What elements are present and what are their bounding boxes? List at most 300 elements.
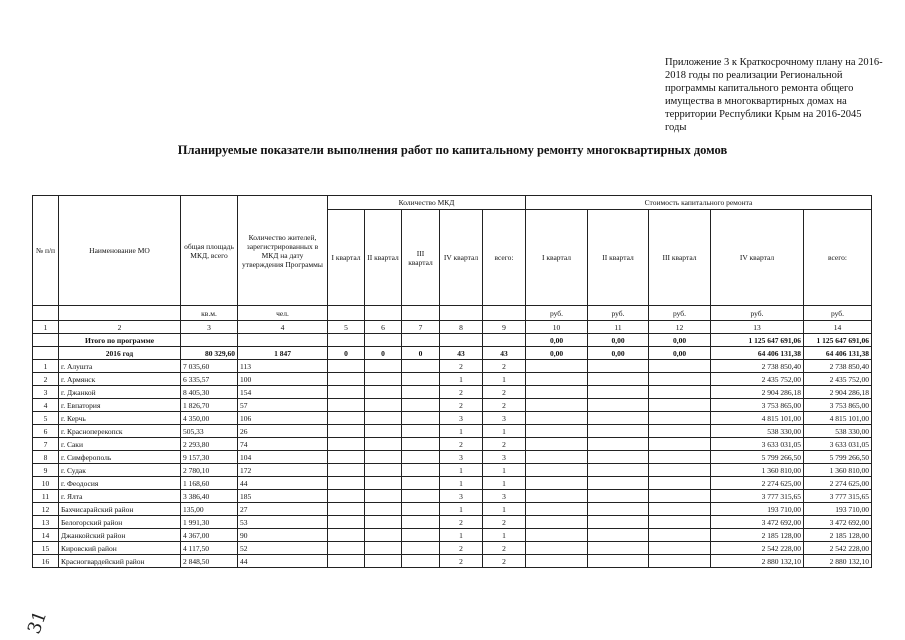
table-row (33, 438, 872, 451)
cell-name: Джанкойский район (59, 529, 181, 542)
cell-q1: 0 (328, 347, 365, 360)
cell-cost-total: 2 274 625,00 (804, 477, 872, 490)
cell-area: 80 329,60 (181, 347, 238, 360)
cell-cost-total: 2 435 752,00 (804, 373, 872, 386)
cell-cost-q1 (526, 555, 588, 568)
cell-cost-q4: 1 360 810,00 (711, 464, 804, 477)
cell-area: 505,33 (181, 425, 238, 438)
cell-q2 (365, 438, 402, 451)
cell-name: Кировский район (59, 542, 181, 555)
cell-q3 (402, 464, 440, 477)
cell-area: 3 386,40 (181, 490, 238, 503)
cell-cost-q1: 0,00 (526, 334, 588, 347)
cell-cost-q1 (526, 503, 588, 516)
cell-q1 (328, 542, 365, 555)
cell-num (33, 334, 59, 347)
cell-cost-q4: 4 815 101,00 (711, 412, 804, 425)
cell-q4: 1 (440, 425, 483, 438)
cell-cost-q4: 5 799 266,50 (711, 451, 804, 464)
cell-name: г. Симферополь (59, 451, 181, 464)
cell-q4: 43 (440, 347, 483, 360)
cell-q1 (328, 555, 365, 568)
cell-cost-q3 (649, 503, 711, 516)
cell-q3 (402, 425, 440, 438)
column-number: 14 (804, 321, 872, 334)
header-cq2: II квартал (588, 210, 649, 306)
cell-residents: 26 (238, 425, 328, 438)
cell-q1 (328, 399, 365, 412)
cell-num: 12 (33, 503, 59, 516)
cell-q3 (402, 373, 440, 386)
cell-num: 15 (33, 542, 59, 555)
cell-area: 1 991,30 (181, 516, 238, 529)
cell-num: 10 (33, 477, 59, 490)
cell-residents: 57 (238, 399, 328, 412)
cell-cost-q4: 2 904 286,18 (711, 386, 804, 399)
header-mkd-group: Количество МКД (328, 196, 526, 210)
cell-q1 (328, 529, 365, 542)
cell-q4: 1 (440, 477, 483, 490)
cell-cost-q2 (588, 386, 649, 399)
cell-cost-q4: 2 880 132,10 (711, 555, 804, 568)
cell-cost-total: 1 125 647 691,06 (804, 334, 872, 347)
cell-cost-q3 (649, 555, 711, 568)
cell-q1 (328, 464, 365, 477)
cell-cost-q2: 0,00 (588, 334, 649, 347)
cell-cost-total: 2 880 132,10 (804, 555, 872, 568)
cell-name: г. Красноперекопск (59, 425, 181, 438)
cell-cost-total: 2 904 286,18 (804, 386, 872, 399)
column-number: 4 (238, 321, 328, 334)
annex-note: Приложение 3 к Краткосрочному плану на 2016-2018 годы по реализации Региональной программы капитального ремонта общего имущества в многоквартирных домах на территории Республики Крым на 2016-2045 годы (665, 57, 883, 133)
cell-total: 1 (483, 529, 526, 542)
cell-q3: 0 (402, 347, 440, 360)
cell-q3 (402, 555, 440, 568)
cell-q4: 1 (440, 503, 483, 516)
cell-cost-q2 (588, 555, 649, 568)
cell-cost-total: 3 777 315,65 (804, 490, 872, 503)
cell-cost-q3 (649, 360, 711, 373)
works-table (32, 195, 872, 568)
cell-cost-total: 193 710,00 (804, 503, 872, 516)
cell-cost-q4: 3 753 865,00 (711, 399, 804, 412)
cell-q1 (328, 386, 365, 399)
table-row (33, 477, 872, 490)
cell-q2 (365, 373, 402, 386)
cell-q3 (402, 542, 440, 555)
cell-cost-q1 (526, 360, 588, 373)
cell-q1 (328, 412, 365, 425)
cell-name: г. Феодосия (59, 477, 181, 490)
cell-cost-q4: 3 633 031,05 (711, 438, 804, 451)
cell-cost-q4: 1 125 647 691,06 (711, 334, 804, 347)
cell-num: 1 (33, 360, 59, 373)
cell-cost-q1 (526, 373, 588, 386)
cell-total: 2 (483, 555, 526, 568)
cell-total: 2 (483, 438, 526, 451)
column-number: 2 (59, 321, 181, 334)
cell-q3 (402, 503, 440, 516)
cell-name: г. Армянск (59, 373, 181, 386)
cell-cost-total: 2 738 850,40 (804, 360, 872, 373)
cell-cost-q3 (649, 490, 711, 503)
cell-q2: 0 (365, 347, 402, 360)
header-cq3: III квартал (649, 210, 711, 306)
cell-residents: 106 (238, 412, 328, 425)
cell-total: 3 (483, 490, 526, 503)
cell-q4: 2 (440, 386, 483, 399)
cell-residents: 154 (238, 386, 328, 399)
cell-cost-q3: 0,00 (649, 347, 711, 360)
document-title: Планируемые показатели выполнения работ по капитальному ремонту многоквартирных домов (177, 143, 728, 157)
cell-num: 5 (33, 412, 59, 425)
cell-num: 11 (33, 490, 59, 503)
cell-area: 6 335,57 (181, 373, 238, 386)
cell-cost-q3 (649, 399, 711, 412)
cell-q4: 2 (440, 399, 483, 412)
cell-cost-q2 (588, 503, 649, 516)
cell-q4: 1 (440, 529, 483, 542)
table-row (33, 503, 872, 516)
cell-residents: 1 847 (238, 347, 328, 360)
cell-name: 2016 год (59, 347, 181, 360)
cell-cost-q2 (588, 412, 649, 425)
cell-q4: 2 (440, 542, 483, 555)
cell-area (181, 334, 238, 347)
cell-cost-q2 (588, 399, 649, 412)
cell-area: 1 168,60 (181, 477, 238, 490)
cell-cost-q2 (588, 360, 649, 373)
cell-cost-q2 (588, 490, 649, 503)
cell-cost-q1 (526, 399, 588, 412)
cell-cost-q1 (526, 451, 588, 464)
column-number: 10 (526, 321, 588, 334)
cell-cost-q2: 0,00 (588, 347, 649, 360)
cell-q3 (402, 399, 440, 412)
table-row (33, 451, 872, 464)
cell-area: 4 367,00 (181, 529, 238, 542)
column-number: 5 (328, 321, 365, 334)
cell-cost-total: 4 815 101,00 (804, 412, 872, 425)
cell-total: 1 (483, 425, 526, 438)
table-row (33, 425, 872, 438)
cell-area: 2 848,50 (181, 555, 238, 568)
cell-q1 (328, 490, 365, 503)
cell-area: 7 035,60 (181, 360, 238, 373)
cell-cost-q4: 64 406 131,38 (711, 347, 804, 360)
cell-total: 2 (483, 360, 526, 373)
cell-q1 (328, 334, 365, 347)
column-number: 7 (402, 321, 440, 334)
cell-cost-q2 (588, 477, 649, 490)
cell-q3 (402, 477, 440, 490)
cell-cost-q2 (588, 451, 649, 464)
cell-q2 (365, 503, 402, 516)
cell-num: 6 (33, 425, 59, 438)
cell-cost-q4: 2 274 625,00 (711, 477, 804, 490)
cell-q2 (365, 490, 402, 503)
unit-area: кв.м. (181, 306, 238, 321)
header-cq1: I квартал (526, 210, 588, 306)
unit-ctotal: руб. (804, 306, 872, 321)
cell-total: 2 (483, 516, 526, 529)
cell-cost-q4: 2 435 752,00 (711, 373, 804, 386)
column-number: 1 (33, 321, 59, 334)
cell-q4: 2 (440, 360, 483, 373)
cell-cost-q1 (526, 425, 588, 438)
cell-cost-q3 (649, 516, 711, 529)
cell-total: 1 (483, 503, 526, 516)
unit-cq1: руб. (526, 306, 588, 321)
cell-cost-q2 (588, 425, 649, 438)
table-row (33, 373, 872, 386)
cell-q1 (328, 477, 365, 490)
cell-residents: 44 (238, 477, 328, 490)
table-row (33, 386, 872, 399)
cell-q2 (365, 464, 402, 477)
cell-q4: 2 (440, 516, 483, 529)
header-total: всего: (483, 210, 526, 306)
cell-total: 1 (483, 373, 526, 386)
header-mo: Наименование МО (59, 196, 181, 306)
cell-cost-q1 (526, 438, 588, 451)
header-cost-group: Стоимость капитального ремонта (526, 196, 872, 210)
table-row (33, 412, 872, 425)
cell-q4: 2 (440, 438, 483, 451)
cell-residents: 90 (238, 529, 328, 542)
header-q2: II квартал (365, 210, 402, 306)
cell-total: 3 (483, 451, 526, 464)
cell-total: 2 (483, 542, 526, 555)
cell-residents: 172 (238, 464, 328, 477)
cell-cost-q3 (649, 386, 711, 399)
cell-q4: 3 (440, 451, 483, 464)
cell-q1 (328, 503, 365, 516)
cell-cost-total: 64 406 131,38 (804, 347, 872, 360)
cell-cost-q1: 0,00 (526, 347, 588, 360)
table-row (33, 399, 872, 412)
cell-q2 (365, 360, 402, 373)
cell-cost-total: 2 185 128,00 (804, 529, 872, 542)
cell-residents (238, 334, 328, 347)
cell-q4: 2 (440, 555, 483, 568)
column-number: 9 (483, 321, 526, 334)
cell-num: 3 (33, 386, 59, 399)
cell-q2 (365, 399, 402, 412)
cell-q1 (328, 360, 365, 373)
cell-q2 (365, 425, 402, 438)
header-row-group (33, 196, 872, 210)
cell-q4: 1 (440, 464, 483, 477)
cell-q3 (402, 412, 440, 425)
column-number: 13 (711, 321, 804, 334)
cell-q4 (440, 334, 483, 347)
unit-cq3: руб. (649, 306, 711, 321)
cell-q2 (365, 529, 402, 542)
cell-residents: 104 (238, 451, 328, 464)
cell-num: 9 (33, 464, 59, 477)
cell-cost-q3 (649, 425, 711, 438)
table-row (33, 516, 872, 529)
cell-cost-q4: 2 542 228,00 (711, 542, 804, 555)
cell-cost-q4: 3 777 315,65 (711, 490, 804, 503)
cell-residents: 52 (238, 542, 328, 555)
cell-cost-q4: 2 738 850,40 (711, 360, 804, 373)
column-number: 8 (440, 321, 483, 334)
header-area: общая площадь МКД, всего (181, 196, 238, 306)
cell-q2 (365, 386, 402, 399)
cell-cost-q3 (649, 464, 711, 477)
table-row (33, 555, 872, 568)
cell-residents: 185 (238, 490, 328, 503)
cell-residents: 74 (238, 438, 328, 451)
column-number: 11 (588, 321, 649, 334)
cell-cost-q1 (526, 542, 588, 555)
cell-cost-q2 (588, 516, 649, 529)
cell-cost-q2 (588, 464, 649, 477)
column-number: 6 (365, 321, 402, 334)
cell-cost-q2 (588, 373, 649, 386)
cell-cost-q1 (526, 477, 588, 490)
cell-cost-q3 (649, 529, 711, 542)
cell-area: 2 780,10 (181, 464, 238, 477)
cell-name: г. Джанкой (59, 386, 181, 399)
table-row (33, 529, 872, 542)
cell-q3 (402, 516, 440, 529)
cell-total (483, 334, 526, 347)
cell-area: 8 405,30 (181, 386, 238, 399)
cell-name: г. Саки (59, 438, 181, 451)
cell-cost-q3 (649, 542, 711, 555)
cell-num: 2 (33, 373, 59, 386)
cell-name: Бахчисарайский район (59, 503, 181, 516)
units-row (33, 306, 872, 321)
cell-q3 (402, 529, 440, 542)
cell-area: 9 157,30 (181, 451, 238, 464)
cell-num: 4 (33, 399, 59, 412)
cell-cost-total: 2 542 228,00 (804, 542, 872, 555)
table-row (33, 542, 872, 555)
cell-residents: 113 (238, 360, 328, 373)
cell-cost-q4: 2 185 128,00 (711, 529, 804, 542)
cell-area: 4 350,00 (181, 412, 238, 425)
cell-area: 1 826,70 (181, 399, 238, 412)
cell-cost-q3 (649, 477, 711, 490)
cell-q2 (365, 477, 402, 490)
cell-q2 (365, 412, 402, 425)
cell-name: Белогорский район (59, 516, 181, 529)
cell-name: г. Судак (59, 464, 181, 477)
cell-cost-q4: 3 472 692,00 (711, 516, 804, 529)
column-numbers-row (33, 321, 872, 334)
cell-q2 (365, 516, 402, 529)
cell-residents: 44 (238, 555, 328, 568)
cell-residents: 53 (238, 516, 328, 529)
table-row (33, 360, 872, 373)
cell-q2 (365, 542, 402, 555)
cell-cost-q2 (588, 438, 649, 451)
cell-cost-q3: 0,00 (649, 334, 711, 347)
cell-name: Итого по программе (59, 334, 181, 347)
cell-residents: 27 (238, 503, 328, 516)
table-row (33, 464, 872, 477)
cell-name: Красногвардейский район (59, 555, 181, 568)
cell-q1 (328, 516, 365, 529)
cell-cost-total: 5 799 266,50 (804, 451, 872, 464)
cell-cost-total: 3 753 865,00 (804, 399, 872, 412)
cell-q4: 3 (440, 412, 483, 425)
cell-area: 4 117,50 (181, 542, 238, 555)
cell-total: 43 (483, 347, 526, 360)
cell-q2 (365, 334, 402, 347)
cell-q3 (402, 334, 440, 347)
cell-num: 7 (33, 438, 59, 451)
cell-cost-q3 (649, 451, 711, 464)
cell-cost-q4: 193 710,00 (711, 503, 804, 516)
cell-name: г. Керчь (59, 412, 181, 425)
unit-cq4: руб. (711, 306, 804, 321)
cell-cost-total: 1 360 810,00 (804, 464, 872, 477)
cell-total: 2 (483, 386, 526, 399)
cell-q2 (365, 451, 402, 464)
cell-total: 1 (483, 464, 526, 477)
cell-q3 (402, 438, 440, 451)
header-q4: IV квартал (440, 210, 483, 306)
cell-name: г. Евпатория (59, 399, 181, 412)
cell-q4: 1 (440, 373, 483, 386)
unit-cq2: руб. (588, 306, 649, 321)
cell-cost-q3 (649, 438, 711, 451)
cell-q2 (365, 555, 402, 568)
cell-cost-total: 3 633 031,05 (804, 438, 872, 451)
cell-cost-q4: 538 330,00 (711, 425, 804, 438)
cell-num (33, 347, 59, 360)
summary-row (33, 334, 872, 347)
cell-num: 13 (33, 516, 59, 529)
cell-total: 1 (483, 477, 526, 490)
cell-cost-q1 (526, 464, 588, 477)
cell-cost-q1 (526, 529, 588, 542)
cell-cost-q1 (526, 490, 588, 503)
cell-num: 16 (33, 555, 59, 568)
cell-cost-q3 (649, 373, 711, 386)
cell-num: 14 (33, 529, 59, 542)
cell-total: 2 (483, 399, 526, 412)
cell-cost-q1 (526, 516, 588, 529)
cell-q3 (402, 451, 440, 464)
header-num: № п/п (33, 196, 59, 306)
column-number: 3 (181, 321, 238, 334)
cell-total: 3 (483, 412, 526, 425)
cell-q3 (402, 360, 440, 373)
cell-q1 (328, 438, 365, 451)
summary-row (33, 347, 872, 360)
cell-cost-q1 (526, 386, 588, 399)
cell-area: 2 293,80 (181, 438, 238, 451)
cell-cost-q3 (649, 412, 711, 425)
cell-area: 135,00 (181, 503, 238, 516)
cell-num: 8 (33, 451, 59, 464)
cell-q4: 3 (440, 490, 483, 503)
table-row (33, 490, 872, 503)
cell-cost-q2 (588, 529, 649, 542)
cell-q1 (328, 425, 365, 438)
cell-q1 (328, 451, 365, 464)
column-number: 12 (649, 321, 711, 334)
cell-cost-q2 (588, 542, 649, 555)
page-number: 31 (23, 608, 52, 637)
cell-q3 (402, 490, 440, 503)
